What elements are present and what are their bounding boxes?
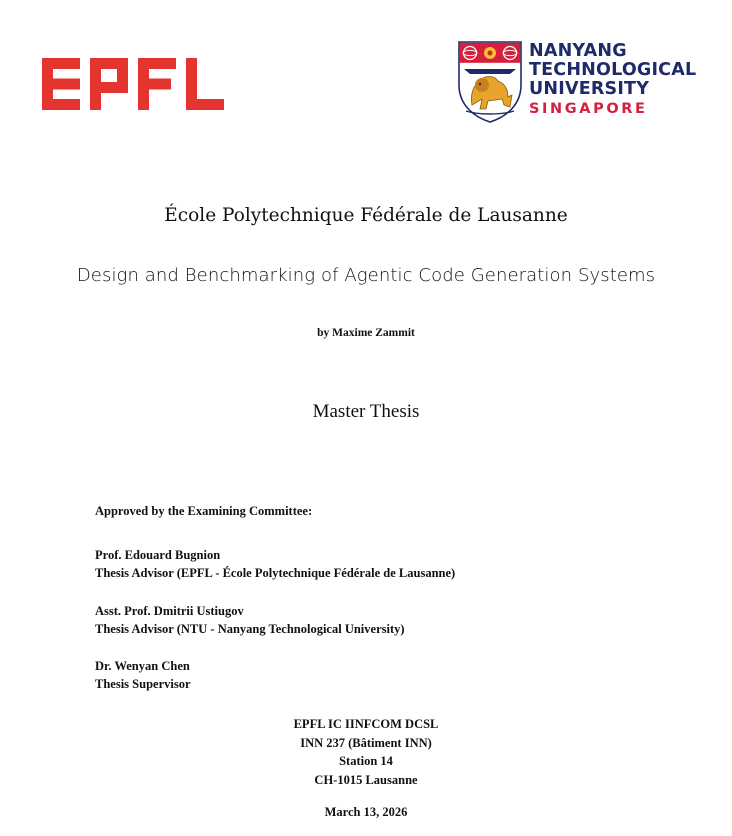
ntu-singapore: SINGAPORE [529, 100, 648, 117]
committee-member [95, 602, 405, 638]
member-role: Thesis Advisor (EPFL - École Polytechnique Fédérale de Lausanne) [95, 566, 456, 580]
epfl-logo [42, 58, 224, 110]
university-name: École Polytechnique Fédérale de Lausanne [164, 205, 568, 226]
address-line: CH-1015 Lausanne [314, 773, 418, 788]
address-line: Station 14 [339, 754, 393, 769]
date: March 13, 2026 [324, 805, 408, 819]
member-name: Dr. Wenyan Chen [95, 659, 190, 673]
committee-heading: Approved by the Examining Committee: [95, 504, 313, 518]
author: by Maxime Zammit [317, 327, 415, 339]
member-role: Thesis Supervisor [95, 677, 191, 691]
member-name: Prof. Edouard Bugnion [95, 548, 221, 562]
thesis-title: Design and Benchmarking of Agentic Code Generation Systems [76, 265, 656, 286]
address-block [0, 715, 732, 790]
address-line: EPFL IC IINFCOM DCSL [293, 717, 439, 731]
ntu-line-2: TECHNOLOGICAL [529, 60, 697, 80]
address-line: INN 237 (Bâtiment INN) [300, 735, 432, 750]
ntu-crest-icon [458, 41, 522, 123]
ntu-wordmark [529, 43, 696, 116]
ntu-line-3: UNIVERSITY [529, 79, 650, 99]
thesis-type: Master Thesis [312, 401, 420, 422]
ntu-line-1: NANYANG [529, 41, 627, 61]
committee-member [95, 657, 191, 693]
member-role: Thesis Advisor (NTU - Nanyang Technological University) [95, 622, 405, 636]
committee-member [95, 546, 455, 582]
member-name: Asst. Prof. Dmitrii Ustiugov [95, 604, 244, 618]
